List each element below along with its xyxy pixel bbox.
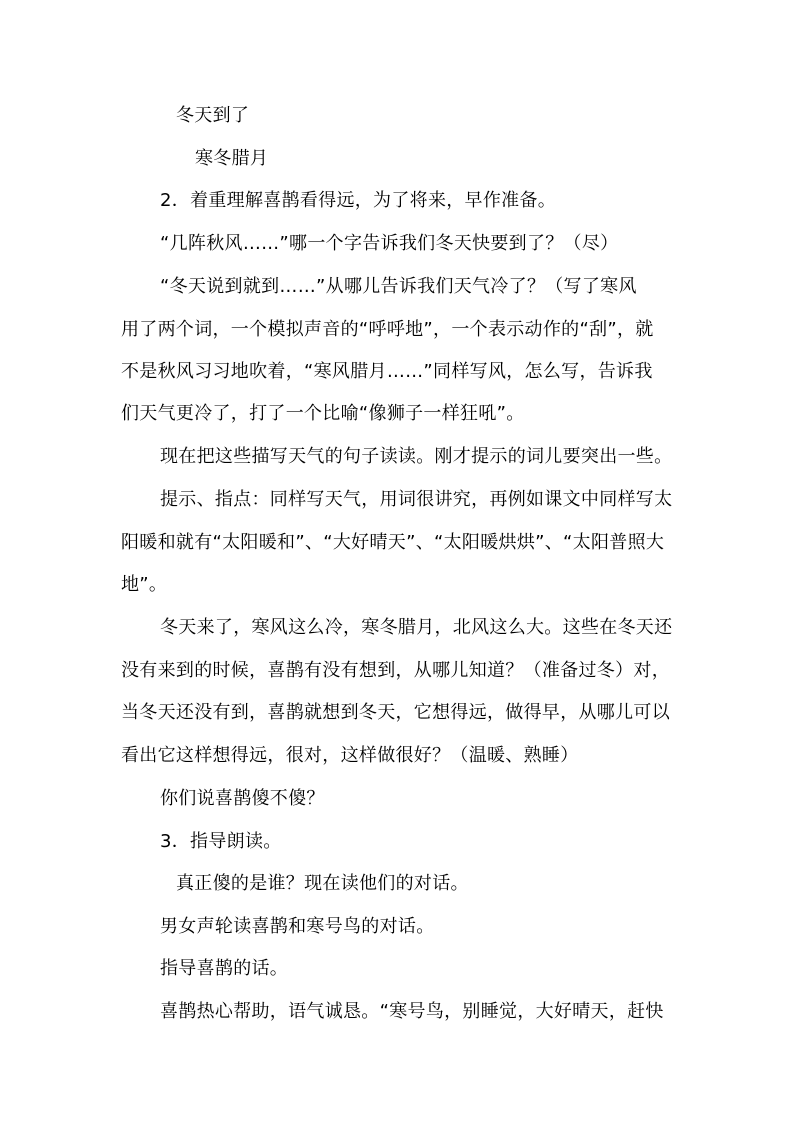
- text-line: 提示、指点：同样写天气，用词很讲究，再例如课文中同样写太: [160, 489, 673, 510]
- text-line: “几阵秋风……”哪一个字告诉我们冬天快要到了？（尽）: [160, 233, 619, 254]
- text-line: 寒冬腊月: [195, 148, 269, 169]
- text-line: 喜鹊热心帮助，语气诚恳。“寒号鸟，别睡觉，大好晴天，赶快: [160, 1001, 664, 1022]
- text-line: 真正傻的是谁？现在读他们的对话。: [176, 873, 469, 894]
- text-line: 没有来到的时候，喜鹊有没有想到，从哪儿知道？（准备过冬）对，: [121, 660, 670, 681]
- text-line: 用了两个词，一个模拟声音的“呼呼地”，一个表示动作的“刮”，就: [121, 319, 654, 340]
- text-line: 阳暖和就有“太阳暖和”、“大好晴天”、“太阳暖烘烘”、“太阳普照大: [121, 532, 665, 553]
- text-line: 地”。: [121, 574, 168, 595]
- text-line: 当冬天还没有到，喜鹊就想到冬天，它想得远，做得早，从哪儿可以: [121, 702, 670, 723]
- text-line: “冬天说到就到……”从哪儿告诉我们天气冷了？（写了寒风: [160, 276, 637, 297]
- text-line: 你们说喜鹊傻不傻？: [160, 788, 325, 809]
- text-line: 现在把这些描写天气的句子读读。刚才提示的词儿要突出一些。: [160, 446, 673, 467]
- text-line: 3．指导朗读。: [160, 831, 282, 852]
- text-line: 指导喜鹊的话。: [160, 958, 289, 979]
- text-line: 2．着重理解喜鹊看得远，为了将来，早作准备。: [160, 190, 557, 211]
- text-line: 男女声轮读喜鹊和寒号鸟的对话。: [160, 916, 435, 937]
- text-line: 冬天到了: [176, 105, 250, 126]
- text-line: 不是秋风习习地吹着，“寒风腊月……”同样写风，怎么写，告诉我: [121, 361, 653, 382]
- text-line: 们天气更冷了，打了一个比喻“像狮子一样狂吼”。: [121, 403, 525, 424]
- text-line: 冬天来了，寒风这么冷，寒冬腊月，北风这么大。这些在冬天还: [160, 617, 673, 638]
- text-line: 看出它这样想得远，很对，这样做很好？（温暖、熟睡）: [121, 745, 579, 766]
